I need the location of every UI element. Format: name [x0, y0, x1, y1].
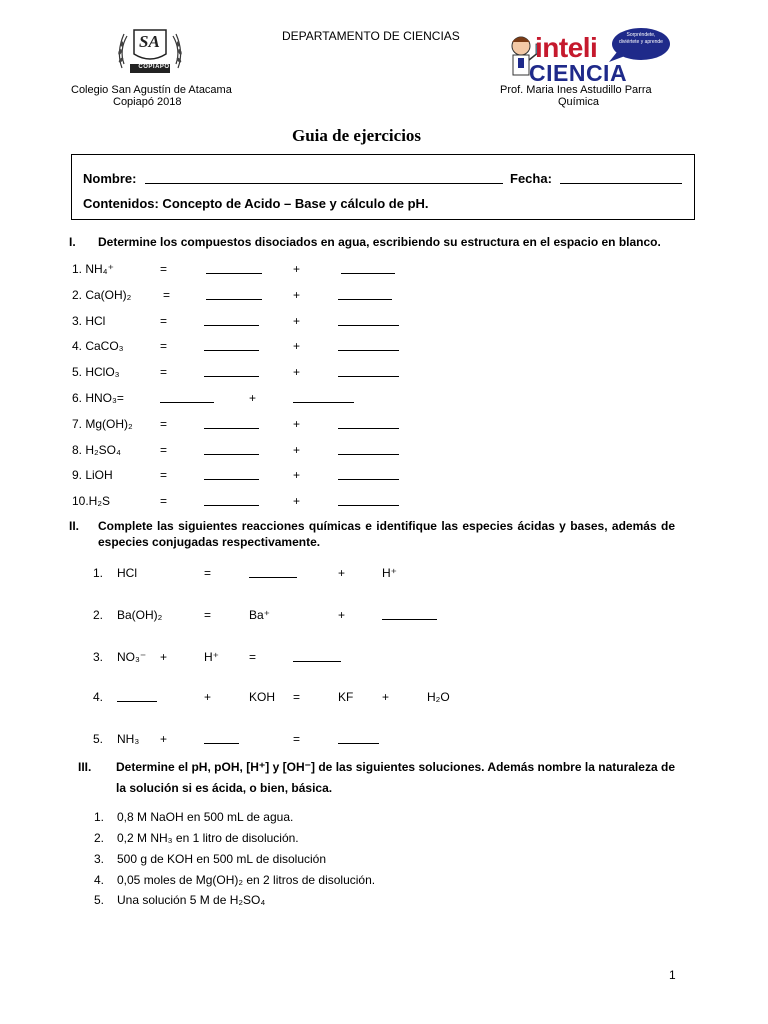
- plus-sign: +: [204, 690, 212, 704]
- compound-label: 3. HCl: [72, 314, 106, 328]
- name-label: Nombre:: [83, 171, 137, 186]
- section3-instruction-line1: Determine el pH, pOH, [H⁺] y [OH⁻] de las siguientes soluciones. Además nombre la naturaleza de: [116, 760, 675, 774]
- section2-numeral: II.: [69, 519, 80, 533]
- product: Ba⁺: [249, 608, 271, 622]
- reaction-row: [93, 608, 493, 628]
- answer-blank[interactable]: [160, 391, 214, 403]
- item-text: 0,05 moles de Mg(OH)₂ en 2 litros de disolución.: [117, 873, 376, 887]
- equals-sign: =: [293, 732, 301, 746]
- equals-sign: =: [249, 650, 257, 664]
- subject-name: Química: [558, 96, 599, 108]
- reaction-number: 1.: [93, 566, 104, 580]
- plus-sign: +: [293, 494, 301, 508]
- teacher-name: Prof. Maria Ines Astudillo Parra: [500, 84, 652, 96]
- equals-sign: =: [160, 314, 168, 328]
- item-text: Una solución 5 M de H₂SO₄: [117, 893, 266, 907]
- answer-blank[interactable]: [249, 566, 297, 578]
- list-item: [94, 893, 494, 913]
- brand-bubble-text: Sorpréndete, diviértete y aprende: [619, 32, 663, 45]
- reactant: Ba(OH)₂: [117, 608, 163, 622]
- reaction-number: 5.: [93, 732, 104, 746]
- reactant: KOH: [249, 690, 276, 704]
- reactant: NH₃: [117, 732, 140, 746]
- plus-sign: +: [160, 732, 168, 746]
- brand-ciencia: CIENCIA: [529, 60, 628, 86]
- product: H⁺: [382, 566, 397, 580]
- plus-sign: +: [160, 650, 168, 664]
- compound-label: 5. HClO₃: [72, 365, 120, 379]
- section3-instruction-line2: la solución si es ácida, o bien, básica.: [116, 781, 333, 795]
- list-item: [72, 339, 472, 359]
- item-text: 0,2 M NH₃ en 1 litro de disolución.: [117, 831, 299, 845]
- school-logo: [112, 24, 188, 80]
- reactant: HCl: [117, 566, 137, 580]
- date-blank[interactable]: [560, 172, 682, 184]
- list-item: [94, 873, 494, 893]
- compound-label: 7. Mg(OH)₂: [72, 417, 133, 431]
- section2-instruction-line1: Complete las siguientes reacciones químicas e identifique las especies ácidas y bases, además de: [98, 519, 675, 533]
- compound-label: 10.H₂S: [72, 494, 111, 508]
- answer-blank[interactable]: [204, 468, 259, 480]
- date-label: Fecha:: [510, 171, 552, 186]
- answer-blank[interactable]: [341, 262, 395, 274]
- school-name: Colegio San Agustín de Atacama: [71, 84, 232, 96]
- answer-blank[interactable]: [204, 339, 259, 351]
- item-number: 1.: [94, 810, 105, 824]
- section2-instruction-line2: especies conjugadas respectivamente.: [98, 535, 321, 549]
- logo-banner-text: COPIAPO: [138, 64, 170, 70]
- product: KF: [338, 690, 354, 704]
- reaction-number: 3.: [93, 650, 104, 664]
- answer-blank[interactable]: [338, 365, 399, 377]
- compound-label: 4. CaCO₃: [72, 339, 124, 353]
- answer-blank[interactable]: [338, 339, 399, 351]
- plus-sign: +: [293, 314, 301, 328]
- equals-sign: =: [160, 468, 168, 482]
- plus-sign: +: [293, 365, 301, 379]
- plus-sign: +: [293, 262, 301, 276]
- plus-sign: +: [293, 417, 301, 431]
- compound-label: 2. Ca(OH)₂: [72, 288, 132, 302]
- equals-sign: =: [160, 443, 168, 457]
- inteliciencia-logo: [505, 16, 671, 84]
- reaction-number: 2.: [93, 608, 104, 622]
- compound-label: 8. H₂SO₄: [72, 443, 121, 457]
- equals-sign: =: [160, 339, 168, 353]
- answer-blank[interactable]: [338, 314, 399, 326]
- list-item: [72, 443, 472, 463]
- answer-blank[interactable]: [293, 650, 341, 662]
- answer-blank[interactable]: [382, 608, 437, 620]
- reaction-row: [93, 650, 493, 670]
- list-item: [72, 417, 472, 437]
- product: H₂O: [427, 690, 450, 704]
- equals-sign: =: [160, 417, 168, 431]
- section1-numeral: I.: [69, 235, 76, 249]
- answer-blank[interactable]: [338, 288, 392, 300]
- department-title: DEPARTAMENTO DE CIENCIAS: [282, 29, 460, 43]
- plus-sign: +: [382, 690, 390, 704]
- list-item: [72, 494, 472, 514]
- answer-blank[interactable]: [204, 494, 259, 506]
- reaction-row: [93, 690, 493, 710]
- equals-sign: =: [160, 494, 168, 508]
- plus-sign: +: [338, 566, 346, 580]
- list-item: [72, 262, 472, 282]
- school-year: Copiapó 2018: [113, 96, 182, 108]
- plus-sign: +: [249, 391, 257, 405]
- list-item: [72, 391, 472, 411]
- equals-sign: =: [204, 566, 212, 580]
- item-text: 500 g de KOH en 500 mL de disolución: [117, 852, 327, 866]
- reaction-row: [93, 566, 493, 586]
- list-item: [72, 314, 472, 334]
- logo-initials: SA: [139, 32, 160, 51]
- item-number: 4.: [94, 873, 105, 887]
- answer-blank[interactable]: [117, 690, 157, 702]
- brand-inteli: inteli: [535, 32, 598, 63]
- plus-sign: +: [293, 288, 301, 302]
- page-number: 1: [669, 968, 676, 982]
- equals-sign: =: [204, 608, 212, 622]
- list-item: [72, 365, 472, 385]
- plus-sign: +: [338, 608, 346, 622]
- list-item: [94, 852, 494, 872]
- answer-blank[interactable]: [338, 494, 399, 506]
- item-number: 5.: [94, 893, 105, 907]
- plus-sign: +: [293, 468, 301, 482]
- answer-blank[interactable]: [204, 365, 259, 377]
- section1-instruction: Determine los compuestos disociados en agua, escribiendo su estructura en el espacio en blanco.: [98, 235, 661, 249]
- answer-blank[interactable]: [338, 417, 399, 429]
- list-item: [94, 810, 494, 830]
- compound-label: 1. NH₄⁺: [72, 262, 114, 276]
- reactant: H⁺: [204, 650, 219, 664]
- list-item: [94, 831, 494, 851]
- answer-blank[interactable]: [204, 732, 239, 744]
- compound-label: 6. HNO₃=: [72, 391, 124, 405]
- answer-blank[interactable]: [338, 468, 399, 480]
- answer-blank[interactable]: [293, 391, 354, 403]
- equals-sign: =: [160, 365, 168, 379]
- compound-label: 9. LiOH: [72, 468, 113, 482]
- list-item: [72, 288, 472, 308]
- plus-sign: +: [293, 443, 301, 457]
- equals-sign: =: [293, 690, 301, 704]
- page-title: Guia de ejercicios: [292, 126, 422, 145]
- answer-blank[interactable]: [338, 732, 379, 744]
- reaction-row: [93, 732, 493, 752]
- section3-numeral: III.: [78, 760, 92, 774]
- plus-sign: +: [293, 339, 301, 353]
- contents-text: Contenidos: Concepto de Acido – Base y cálculo de pH.: [83, 196, 429, 211]
- answer-blank[interactable]: [204, 417, 259, 429]
- answer-blank[interactable]: [204, 314, 259, 326]
- item-number: 3.: [94, 852, 105, 866]
- answer-blank[interactable]: [206, 262, 262, 274]
- reaction-number: 4.: [93, 690, 104, 704]
- answer-blank[interactable]: [206, 288, 262, 300]
- list-item: [72, 468, 472, 488]
- equals-sign: =: [163, 288, 171, 302]
- equals-sign: =: [160, 262, 168, 276]
- item-text: 0,8 M NaOH en 500 mL de agua.: [117, 810, 294, 824]
- reactant: NO₃⁻: [117, 650, 147, 664]
- answer-blank[interactable]: [338, 443, 399, 455]
- answer-blank[interactable]: [204, 443, 259, 455]
- item-number: 2.: [94, 831, 105, 845]
- name-blank[interactable]: [145, 172, 503, 184]
